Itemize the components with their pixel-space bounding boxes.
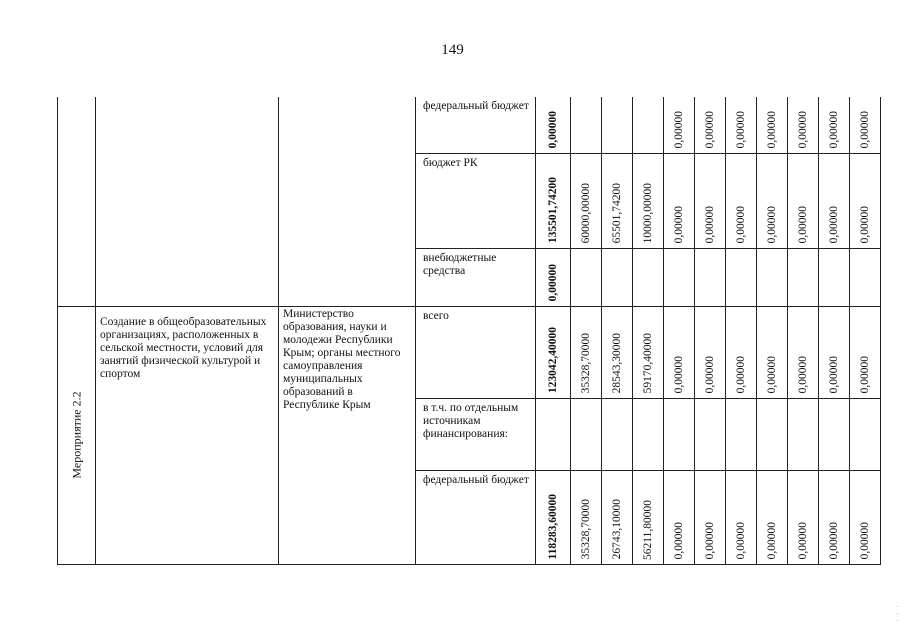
year-cell [695,398,726,470]
total-cell [536,306,571,398]
year-cell [664,248,695,306]
source-text: внебюджетные средства [423,251,497,277]
total-value: 0,00000 [547,111,559,149]
source-cell [416,248,536,306]
year-value: 0,00000 [859,356,871,394]
year-cell [757,153,788,248]
source-text: федеральный бюджет [423,473,529,486]
total-value: 0,00000 [547,264,559,302]
year-value: 0,00000 [735,522,747,560]
source-text: в т.ч. по отдельным источникам финансирования: [423,401,519,440]
year-cell [726,470,757,564]
year-cell [633,398,664,470]
year-cell [850,153,881,248]
year-cell [633,248,664,306]
year-value: 0,00000 [859,206,871,244]
year-value: 0,00000 [797,111,809,149]
year-value: 0,00000 [673,356,685,394]
year-value: 0,00000 [673,206,685,244]
year-value: 0,00000 [766,111,778,149]
year-value: 0,00000 [766,206,778,244]
source-cell [416,153,536,248]
year-cell [726,153,757,248]
year-value: 0,00000 [735,356,747,394]
year-cell [664,470,695,564]
year-value: 59170,40000 [642,333,654,394]
year-cell [633,470,664,564]
year-value: 0,00000 [828,111,840,149]
year-cell [726,398,757,470]
year-cell [602,97,633,153]
year-cell [571,97,602,153]
scan-dots [896,606,899,636]
year-cell [571,398,602,470]
year-value: 26743,10000 [611,499,623,560]
year-cell [726,97,757,153]
year-cell [602,153,633,248]
total-cell [536,97,571,153]
description-cell-empty [96,97,279,306]
year-cell [819,248,850,306]
year-cell [695,470,726,564]
year-value: 0,00000 [704,522,716,560]
source-cell [416,97,536,153]
source-cell [416,470,536,564]
year-cell [695,306,726,398]
year-cell [664,97,695,153]
year-value: 0,00000 [828,206,840,244]
source-text: бюджет РК [423,156,478,169]
year-cell [788,470,819,564]
year-cell [695,153,726,248]
label-cell-empty [58,97,96,306]
year-value: 35328,70000 [580,333,592,394]
table-row [58,306,881,398]
year-cell [633,306,664,398]
total-value: 135501,74200 [547,177,559,244]
year-cell [664,398,695,470]
year-value: 56211,80000 [642,499,654,560]
year-cell [602,398,633,470]
year-value: 0,00000 [704,356,716,394]
year-cell [819,398,850,470]
measure-description-cell [96,306,279,564]
year-value: 0,00000 [797,522,809,560]
year-cell [571,248,602,306]
measure-label: Мероприятие 2.2 [69,391,83,479]
year-cell [571,153,602,248]
total-cell [536,470,571,564]
year-cell [726,306,757,398]
source-text: всего [423,309,449,322]
year-cell [819,470,850,564]
source-cell [416,306,536,398]
year-value: 10000,00000 [642,183,654,244]
year-value: 60000,00000 [580,183,592,244]
year-value: 65501,74200 [611,183,623,244]
page-number: 149 [441,42,464,58]
year-value: 0,00000 [766,522,778,560]
year-cell [664,306,695,398]
year-cell [788,97,819,153]
year-cell [788,398,819,470]
year-cell [757,398,788,470]
year-cell [571,306,602,398]
year-cell [850,248,881,306]
year-value: 0,00000 [828,522,840,560]
total-value: 123042,40000 [547,327,559,394]
year-cell [633,97,664,153]
year-cell [850,470,881,564]
year-value: 0,00000 [797,206,809,244]
year-cell [695,248,726,306]
year-cell [757,248,788,306]
year-value: 0,00000 [704,111,716,149]
total-cell [536,248,571,306]
year-cell [726,248,757,306]
year-value: 0,00000 [735,206,747,244]
table-row [58,97,881,153]
year-cell [788,248,819,306]
year-value: 28543,30000 [611,333,623,394]
year-cell [850,306,881,398]
year-cell [602,470,633,564]
year-value: 0,00000 [735,111,747,149]
year-value: 0,00000 [673,111,685,149]
measure-executors: Министерство образования, науки и молодежи Республики Крым; органы местного самоуправления муниципальных образований в Республике Крым [283,307,401,411]
source-text: федеральный бюджет [423,100,529,112]
funding-table [57,97,881,565]
measure-description: Создание в общеобразовательных организациях, расположенных в сельской местности, условий для занятий физической культурой и спортом [100,315,267,380]
year-value: 0,00000 [859,522,871,560]
year-value: 0,00000 [704,206,716,244]
year-cell [788,306,819,398]
year-cell [571,470,602,564]
total-cell [536,153,571,248]
year-cell [850,398,881,470]
measure-executors-cell [279,306,416,564]
year-cell [602,248,633,306]
year-value: 0,00000 [673,522,685,560]
year-value: 0,00000 [797,356,809,394]
year-cell [788,153,819,248]
year-cell [819,97,850,153]
year-cell [819,153,850,248]
year-value: 0,00000 [859,111,871,149]
year-cell [695,97,726,153]
year-cell [757,97,788,153]
year-cell [633,153,664,248]
total-value: 118283,60000 [547,494,559,560]
year-value: 0,00000 [828,356,840,394]
source-cell [416,398,536,470]
measure-label-cell [58,306,96,564]
year-cell [757,470,788,564]
year-cell [602,306,633,398]
year-cell [819,306,850,398]
year-cell [757,306,788,398]
year-cell [850,97,881,153]
total-cell [536,398,571,470]
year-cell [664,153,695,248]
executor-cell-empty [279,97,416,306]
year-value: 35328,70000 [580,499,592,560]
year-value: 0,00000 [766,356,778,394]
